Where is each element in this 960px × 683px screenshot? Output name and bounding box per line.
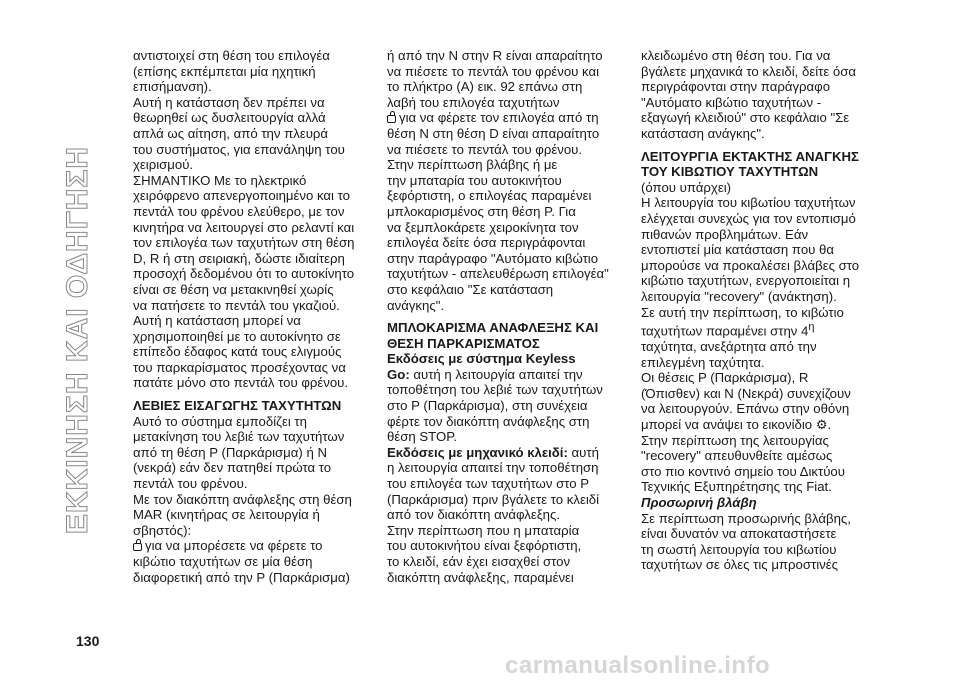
section-heading: ΘΕΣΗ ΠΑΡΚΑΡΙΣΜΑΤΟΣ	[387, 335, 540, 351]
text-line: επιλογέα δείτε όσα περιγράφονται	[387, 235, 586, 251]
text-line: λαβή του επιλογέα ταχυτήτων	[387, 94, 560, 110]
text-line: κιβώτιο ταχυτήτων σε μία θέση	[133, 554, 313, 569]
text-line: πεντάλ του φρένου.	[133, 476, 248, 492]
text-line: να πιέσετε το πεντάλ του φρένου.	[387, 141, 583, 157]
text-line: κλειδωμένο στη θέση του. Για να	[641, 48, 831, 63]
text-line: Στην περίπτωση της λειτουργίας	[641, 432, 829, 448]
chapter-title: ΕΚΚΙΝΗΣΗ ΚΑΙ ΟΔΗΓΗΣΗ	[61, 145, 94, 535]
text-line: μπορούσε να προκαλέσει βλάβες στο	[641, 257, 860, 273]
text-line: διαφορετική από την P (Παρκάρισμα)	[133, 569, 350, 585]
text-line: (επίσης εκπέμπεται μία ηχητική	[133, 63, 316, 79]
text-line: σβηστός):	[133, 522, 192, 538]
text-line: να ξεμπλοκάρετε χειροκίνητα τον	[387, 219, 579, 235]
text-line: θέση N στη θέση D είναι απαραίτητο	[387, 125, 600, 141]
page-number: 130	[76, 633, 100, 649]
text-line: το πλήκτρο (A) εικ. 92 επάνω στη	[387, 79, 583, 95]
text-line: λειτουργία "recovery" (ανάκτηση).	[641, 288, 837, 304]
superscript: η	[808, 321, 815, 334]
text-line: στην παράγραφο "Αυτόματο κιβώτιο	[387, 250, 599, 266]
text-line: ανάγκης".	[387, 297, 445, 313]
text-line: εξαγωγή κλειδιού" στο κεφάλαιο "Σε	[641, 110, 850, 126]
subheading: Προσωρινή βλάβη	[641, 495, 757, 511]
text-line: είναι σε θέση να μετακινηθεί χωρίς	[133, 281, 334, 297]
text-line: ταχυτήτων σε όλες τις μπροστινές	[641, 557, 838, 573]
text-line: να πατήσετε το πεντάλ του γκαζιού.	[133, 297, 340, 313]
text-line: θεωρηθεί ως δυσλειτουργία αλλά	[133, 110, 326, 126]
text-line: στο P (Παρκάρισμα), στη συνέχεια	[387, 398, 588, 414]
text-line: "recovery" απευθυνθείτε αμέσως	[641, 448, 833, 464]
text-line: εντοπιστεί μία κατάσταση που θα	[641, 242, 835, 258]
text-line: από τη θέση P (Παρκάρισμα) ή N	[133, 444, 327, 460]
section-heading: ΤΟΥ ΚΙΒΩΤΙΟΥ ΤΑΧΥΤΗΤΩΝ	[641, 164, 819, 180]
text-line: επίπεδο έδαφος κατά τους ελιγμούς	[133, 344, 342, 360]
text-line: Σε περίπτωση προσωρινής βλάβης,	[641, 510, 851, 526]
text-line	[387, 367, 623, 383]
text-line: ΣΗΜΑΝΤΙΚΟ Με το ηλεκτρικό	[133, 172, 307, 188]
text-line: Στην περίπτωση που η μπαταρία	[387, 522, 580, 538]
text-line: (Όπισθεν) και N (Νεκρά) συνεχίζουν	[641, 385, 851, 401]
text-span: για να μπορέσετε να φέρετε το	[145, 538, 323, 554]
text-line: τη σωστή λειτουργία του κιβωτίου	[641, 541, 837, 557]
text-line: το κλειδί, εάν έχει εισαχθεί στον	[387, 554, 571, 569]
text-line: (όπου υπάρχει)	[641, 179, 732, 195]
text-line: φέρτε τον διακόπτη ανάφλεξης στη	[387, 413, 590, 429]
bullet-line	[387, 110, 623, 126]
subheading: Εκδόσεις με μηχανικό κλειδί:	[387, 444, 568, 460]
text-line: χειρόφρενο απενεργοποιημένο και το	[133, 188, 350, 204]
text-span: μπορεί να ανάψει το εικονίδιο	[641, 417, 813, 433]
text-span: .	[827, 417, 832, 433]
text-line: στο πιο κοντινό σημείο του Δικτύου	[641, 463, 845, 479]
text-line: απλά ως αίτηση, από την πλευρά	[133, 125, 329, 141]
column-2	[387, 48, 623, 585]
text-line: η λειτουργία απαιτεί την τοποθέτηση	[387, 460, 599, 476]
text-line: του αυτοκινήτου είναι ξεφόρτιστη,	[387, 538, 582, 554]
text-line: MAR (κινητήρας σε λειτουργία ή	[133, 507, 320, 523]
column-3	[641, 48, 877, 573]
text-line: D, R ή στη σειριακή, δώστε ιδιαίτερη	[133, 250, 345, 266]
text-line: Αυτό το σύστημα εμποδίζει τη	[133, 413, 307, 429]
text-line: κιβώτιο ταχυτήτων, ενεργοποιείται η	[641, 273, 851, 289]
text-line: περιγράφονται στην παράγραφο	[641, 79, 831, 95]
text-line: μπλοκαρισμένος στη θέση P. Για	[387, 203, 576, 219]
text-line: από τον διακόπτη ανάφλεξης.	[387, 507, 560, 523]
text-line: Αυτή η κατάσταση δεν πρέπει να	[133, 94, 325, 110]
text-line: ξεφόρτιστη, ο επιλογέας παραμένει	[387, 188, 592, 204]
text-line: την μπαταρία του αυτοκινήτου	[387, 172, 562, 188]
subheading: Εκδόσεις με σύστημα Keyless	[387, 351, 576, 367]
text-span: αυτή	[571, 444, 599, 460]
column-1	[133, 48, 369, 585]
text-line: Η λειτουργία του κιβωτίου ταχυτήτων	[641, 195, 856, 211]
text-span: για να φέρετε τον επιλογέα από τη	[399, 110, 599, 126]
text-line: κατάσταση ανάγκης".	[641, 125, 765, 141]
text-line: Αυτή η κατάσταση μπορεί να	[133, 313, 301, 329]
text-line: τον επιλογέα των ταχυτήτων στη θέση	[133, 235, 355, 251]
text-line: χειρισμού.	[133, 157, 194, 173]
text-line: στο κεφάλαιο "Σε κατάσταση	[387, 281, 554, 297]
text-line: του συστήματος, για επανάληψη του	[133, 141, 345, 157]
text-line: μετακίνηση του λεβιέ των ταχυτήτων	[133, 429, 345, 445]
text-line: Τεχνικής Εξυπηρέτησης της Fiat.	[641, 479, 832, 495]
lock-icon	[387, 115, 396, 123]
text-line: ταχυτήτων - απελευθέρωση επιλογέα"	[387, 266, 609, 282]
subheading: Go:	[387, 366, 410, 382]
lock-icon	[133, 543, 142, 551]
text-line: να λειτουργούν. Επάνω στην οθόνη	[641, 401, 850, 417]
text-line: επισήμανση).	[133, 79, 212, 95]
text-line	[387, 445, 623, 461]
text-line: πατάτε μόνο στο πεντάλ του φρένου.	[133, 375, 349, 391]
text-line: αντιστοιχεί στη θέση του επιλογέα	[133, 48, 330, 63]
text-line: (Παρκάρισμα) πριν βγάλετε το κλειδί	[387, 491, 600, 507]
section-heading: ΛΕΒΙΕΣ ΕΙΣΑΓΩΓΗΣ ΤΑΧΥΤΗΤΩΝ	[133, 398, 342, 414]
text-line: (νεκρά) εάν δεν πατηθεί πρώτα το	[133, 460, 332, 476]
watermark: carmanualsonline.info	[505, 652, 771, 679]
text-line: προσοχή δεδομένου ότι το αυτοκίνητο	[133, 266, 355, 282]
text-line: ταχύτητα, ανεξάρτητα από την	[641, 339, 817, 355]
text-line: Σε αυτή την περίπτωση, το κιβώτιο	[641, 304, 844, 320]
text-line: θέση STOP.	[387, 429, 457, 445]
text-line: Στην περίπτωση βλάβης ή με	[387, 157, 558, 173]
text-span: ταχυτήτων παραμένει στην 4	[641, 323, 809, 339]
text-line	[641, 417, 877, 433]
text-line: τοποθέτηση του λεβιέ των ταχυτήτων	[387, 382, 603, 398]
text-line: ελέγχεται συνεχώς για τον εντοπισμό	[641, 210, 856, 226]
text-line: χρησιμοποιηθεί με το αυτοκίνητο σε	[133, 328, 341, 344]
gear-warning-icon: ⚙	[815, 417, 828, 433]
bullet-line	[133, 538, 369, 554]
text-line: κινητήρα να λειτουργεί στο ρελαντί και	[133, 219, 355, 235]
text-line: "Αυτόματο κιβώτιο ταχυτήτων -	[641, 94, 822, 110]
text-line: Με τον διακόπτη ανάφλεξης στη θέση	[133, 491, 352, 507]
text-line: βγάλετε μηχανικά το κλειδί, δείτε όσα	[641, 63, 857, 79]
section-heading: ΜΠΛΟΚΑΡΙΣΜΑ ΑΝΑΦΛΕΞΗΣ ΚΑΙ	[387, 320, 599, 336]
text-line: ή από την N στην R είναι απαραίτητο	[387, 48, 603, 63]
text-line: πιθανών προβλημάτων. Εάν	[641, 226, 809, 242]
section-heading: ΛΕΙΤΟΥΡΓΙΑ ΕΚΤΑΚΤΗΣ ΑΝΑΓΚΗΣ	[641, 148, 859, 164]
text-line: του επιλογέα των ταχυτήτων στο P	[387, 476, 590, 492]
text-line: είναι δυνατόν να αποκαταστήσετε	[641, 526, 837, 542]
text-span: αυτή η λειτουργία απαιτεί την	[413, 366, 583, 382]
text-line: πεντάλ του φρένου ελεύθερο, με τον	[133, 203, 345, 219]
text-line: επιλεγμένη ταχύτητα.	[641, 354, 765, 370]
text-line: του παρκαρίσματος προσέχοντας να	[133, 359, 346, 375]
text-line: διακόπτη ανάφλεξης, παραμένει	[387, 569, 574, 585]
text-line: Οι θέσεις P (Παρκάρισμα), R	[641, 370, 809, 386]
text-line: να πιέσετε το πεντάλ του φρένου και	[387, 63, 600, 79]
text-line	[641, 320, 877, 339]
